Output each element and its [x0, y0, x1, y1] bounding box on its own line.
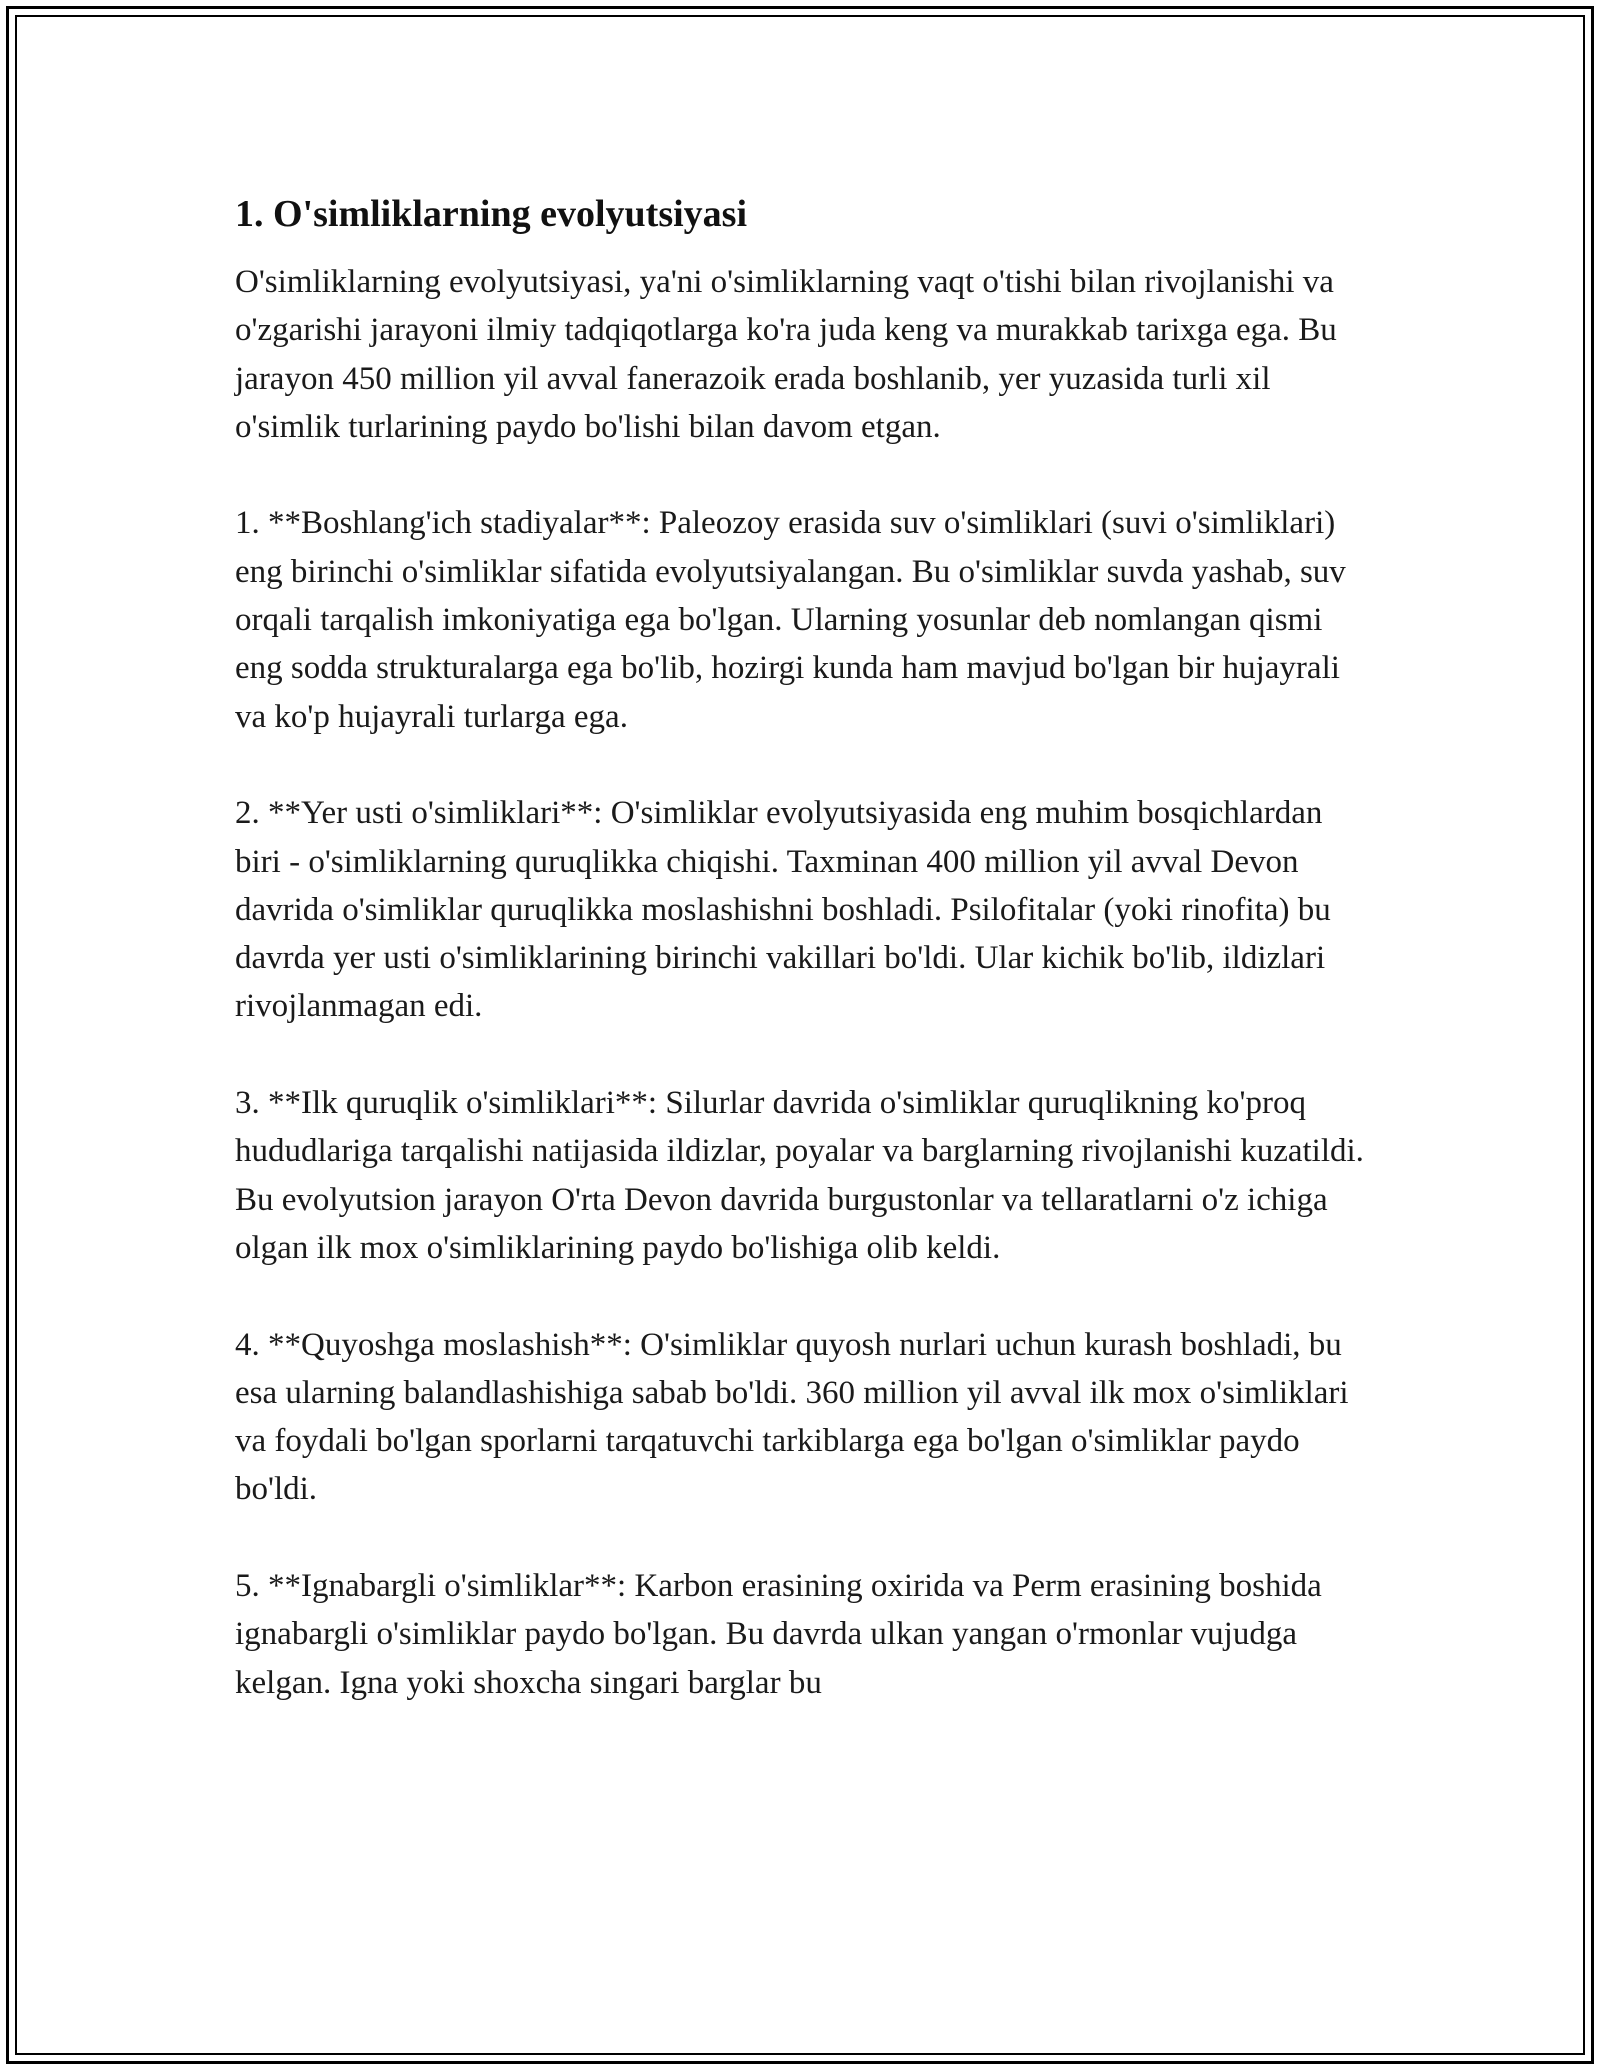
- paragraph-item-2: 2. **Yer usti o'simliklari**: O'simliklar evolyutsiyasida eng muhim bosqichlardan biri - o'simliklarning quruqlikka chiqishi. Taxminan 400 million yil avval Devon davrida o'simliklar quruqlikka moslashishni boshladi. Psilofitalar (yoki rinofita) bu davrda yer usti o'simliklarining birinchi vakillari bo'ldi. Ular kichik bo'lib, ildizlari rivojlanmagan edi.: [235, 795, 1331, 1025]
- paragraph-item-5: 5. **Ignabargli o'simliklar**: Karbon erasining oxirida va Perm erasining boshida ignabargli o'simliklar paydo bo'lgan. Bu davrda ulkan yangan o'rmonlar vujudga kelgan. Igna yoki shoxcha singari barglar bu: [235, 1568, 1322, 1701]
- paragraph-item-3: 3. **Ilk quruqlik o'simliklari**: Silurlar davrida o'simliklar quruqlikning ko'proq hududlariga tarqalishi natijasida ildizlar, poyalar va barglarning rivojlanishi kuzatildi. Bu evolyutsion jarayon O'rta Devon davrida burgustonlar va tellaratlarni o'z ichiga olgan ilk mox o'simliklarining paydo bo'lishiga olib keldi.: [235, 1085, 1364, 1266]
- document-title: 1. O'simliklarning evolyutsiyasi: [235, 193, 748, 235]
- paragraph-intro: O'simliklarning evolyutsiyasi, ya'ni o'simliklarning vaqt o'tishi bilan rivojlanishi va o'zgarishi jarayoni ilmiy tadqiqotlarga ko'ra juda keng va murakkab tarixga ega. Bu jarayon 450 million yil avval fanerazoik erada boshlanib, yer yuzasida turli xil o'simlik turlarining paydo bo'lishi bilan davom etgan.: [235, 264, 1337, 445]
- paragraph-item-4: 4. **Quyoshga moslashish**: O'simliklar quyosh nurlari uchun kurash boshladi, bu esa ularning balandlashishiga sabab bo'ldi. 360 million yil avval ilk mox o'simliklari va foydali bo'lgan sporlarni tarqatuvchi tarkiblarga ega bo'lgan o'simliklar paydo bo'ldi.: [235, 1326, 1349, 1508]
- document-body: [235, 190, 1375, 1707]
- paragraph-item-1: 1. **Boshlang'ich stadiyalar**: Paleozoy erasida suv o'simliklari (suvi o'simliklari) eng birinchi o'simliklar sifatida evolyutsiyalangan. Bu o'simliklar suvda yashab, suv orqali tarqalish imkoniyatiga ega bo'lgan. Ularning yosunlar deb nomlangan qismi eng sodda strukturalarga ega bo'lib, hozirgi kunda ham mavjud bo'lgan bir hujayrali va ko'p hujayrali turlarga ega.: [235, 505, 1346, 735]
